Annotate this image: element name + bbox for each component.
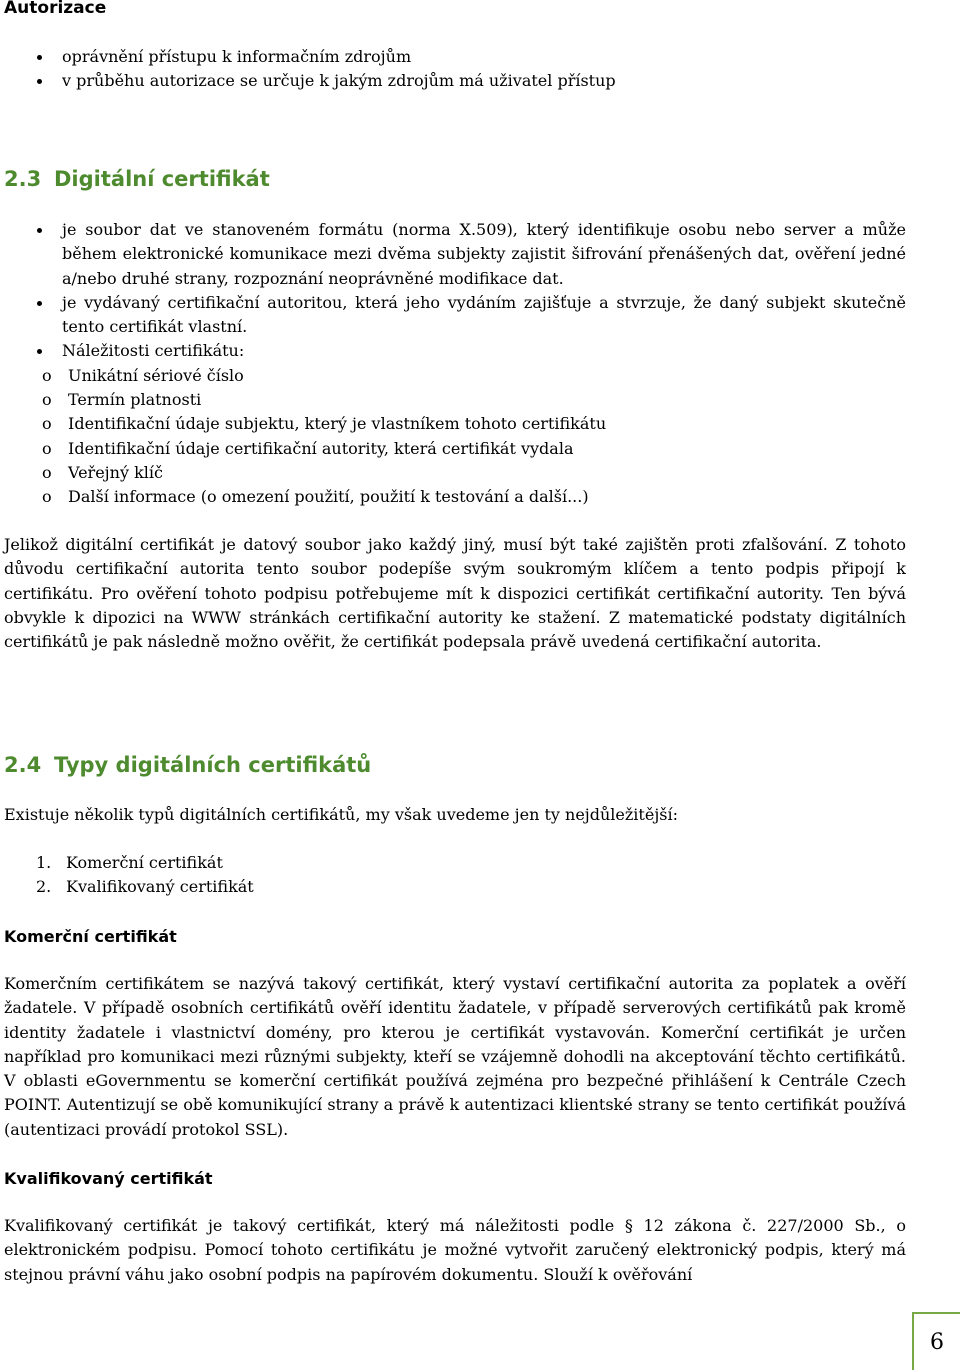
item-label: Komerční certifikát [66, 853, 223, 872]
list-item [4, 851, 906, 875]
authorization-list [4, 45, 906, 94]
types-list [4, 851, 906, 900]
requirements-list [4, 364, 906, 510]
section-heading-2-4 [4, 753, 371, 777]
sub-list-item: o Veřejný klíč [4, 461, 906, 485]
section-heading-2-3 [4, 167, 270, 191]
list-item: je vydávaný certifikační autoritou, která jeho vydáním zajišťuje a stvrzuje, že daný subjekt skutečně tento certifikát vlastní. [4, 291, 906, 340]
sub-list-item: o Termín platnosti [4, 388, 906, 412]
page-number: 6 [912, 1312, 960, 1370]
list-item [4, 339, 906, 509]
item-number: 1. [36, 853, 52, 872]
list-item: v průběhu autorizace se určuje k jakým zdrojům má uživatel přístup [4, 69, 906, 93]
commercial-paragraph: Komerčním certifikátem se nazývá takový certifikát, který vystaví certifikační autorita za poplatek a ověří žadatele. V případě osobních certifikátů ověří identitu žadatele, v případě serverových certifikátů pak kromě identity žadatele i vlastnictví domény, pro kterou je certifikát vystavován. Komerční certifikát je určen například pro komunikaci mezi různými subjekty, kteří se vzájemně dohodli na akceptování těchto certifikátů. V oblasti eGovernmentu se komerční certifikát používá zejména pro bezpečné přihlášení k Centrále Czech POINT. Autentizují se obě komunikující strany a právě k autentizaci klientské strany se tento certifikát používá (autentizaci provádí protokol SSL). [4, 974, 906, 1139]
sub-list-item: o Další informace (o omezení použití, použití k testování a další...) [4, 485, 906, 509]
types-intro: Existuje několik typů digitálních certifikátů, my však uvedeme jen ty nejdůležitější: [4, 805, 678, 824]
sub-list-item: o Unikátní sériové číslo [4, 364, 906, 388]
requirements-label: Náležitosti certifikátu: [62, 341, 245, 361]
section-number: 2.4 [4, 753, 42, 777]
certificate-paragraph: Jelikož digitální certifikát je datový soubor jako každý jiný, musí být také zajištěn proti zfalšování. Z tohoto důvodu certifikační autorita tento soubor podepíše svým soukromým klíčem a tento podpis připojí k certifikátu. Pro ověření tohoto podpisu potřebujeme mít k dispozici certifikát certifikační autority. Ten bývá obvykle k dipozici na WWW stránkách certifikační autority ke stažení. Z matematické podstaty digitálních certifikátů je pak následně možno ověřit, že certifikát podepsala právě uvedená certifikační autorita. [4, 535, 906, 652]
commercial-heading: Komerční certifikát [4, 927, 177, 946]
section-title: Typy digitálních certifikátů [54, 753, 372, 777]
certificate-list [4, 218, 906, 510]
sub-list-item: o Identifikační údaje subjektu, který je vlastníkem tohoto certifikátu [4, 412, 906, 436]
sub-list-item: o Identifikační údaje certifikační autority, která certifikát vydala [4, 437, 906, 461]
item-number: 2. [36, 877, 52, 897]
authorization-heading: Autorizace [4, 0, 107, 18]
list-item: oprávnění přístupu k informačním zdrojům [4, 45, 906, 69]
qualified-paragraph: Kvalifikovaný certifikát je takový certifikát, který má náležitosti podle § 12 zákona č. 227/2000 Sb., o elektronickém podpisu. Pomocí tohoto certifikátu je možné vytvořit zaručený elektronický podpis, který má stejnou právní váhu jako osobní podpis na papírovém dokumentu. Slouží k ověřování [4, 1216, 906, 1284]
list-item [4, 875, 906, 899]
list-item: je soubor dat ve stanoveném formátu (norma X.509), který identifikuje osobu nebo server a může během elektronické komunikace mezi dvěma subjekty zajistit šifrování přenášených dat, ověření jedné a/nebo druhé strany, rozpoznání neoprávněné modifikace dat. [4, 218, 906, 291]
item-label: Kvalifikovaný certifikát [66, 877, 254, 897]
section-number: 2.3 [4, 167, 42, 191]
qualified-heading: Kvalifikovaný certifikát [4, 1169, 213, 1188]
section-title: Digitální certifikát [54, 167, 270, 191]
